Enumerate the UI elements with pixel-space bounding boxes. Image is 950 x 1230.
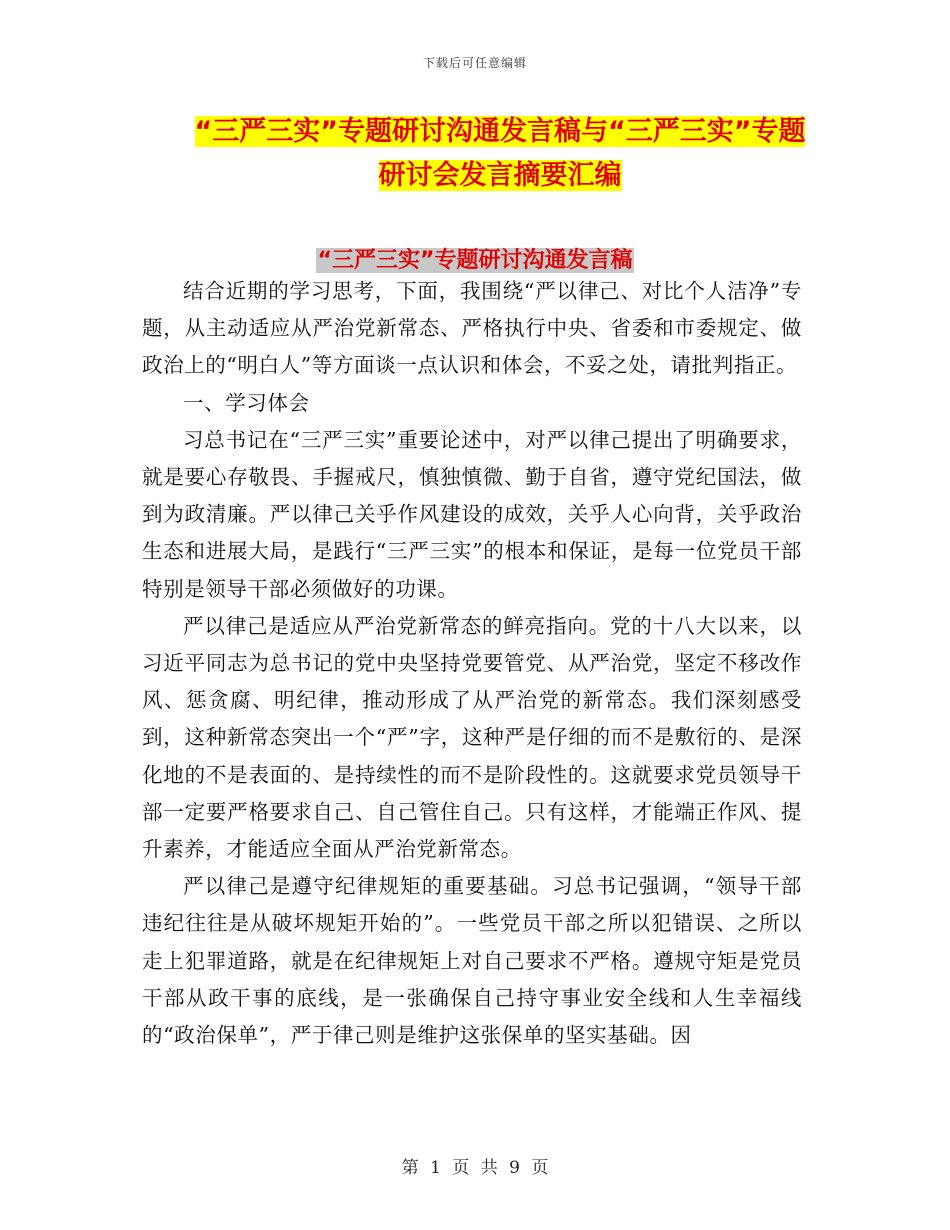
paragraph-intro: 结合近期的学习思考，下面，我围绕“严以律己、对比个人洁净”专题，从主动适应从严治党新常态、严格执行中央、省委和市委规定、做政治上的“明白人”等方面谈一点认识和体会，不妥之处，请批判指正。 bbox=[142, 279, 802, 378]
paragraph-study-1: 习总书记在“三严三实”重要论述中，对严以律己提出了明确要求，就是要心存敬畏、手握戒尺，慎独慎微、勤于自省，遵守党纪国法，做到为政清廉。严以律己关乎作风建设的成效，关乎人心向背，关乎政治生态和进展大局，是践行“三严三实”的根本和保证，是每一位党员干部特别是领导干部必须做好的功课。 bbox=[142, 427, 802, 601]
document-title-text: “三严三实”专题研讨沟通发言稿与“三严三实”专题研讨会发言摘要汇编 bbox=[194, 116, 806, 191]
page-header-note: 下载后可任意编辑 bbox=[422, 56, 527, 70]
document-title bbox=[185, 110, 815, 198]
paragraph-heading-study: 一、学习体会 bbox=[183, 390, 310, 415]
section-title-text: “三严三实”专题研讨沟通发言稿 bbox=[317, 248, 633, 273]
paragraph-study-2: 严以律己是适应从严治党新常态的鲜亮指向。党的十八大以来，以习近平同志为总书记的党中央坚持党要管党、从严治党，坚定不移改作风、惩贪腐、明纪律，推动形成了从严治党的新常态。我们深刻感受到，这种新常态突出一个“严”字，这种严是仔细的而不是敷衍的、是深化地的不是表面的、是持续性的而不是阶段性的。这就要求党员领导干部一定要严格要求自己、自己管住自己。只有这样，才能端正作风、提升素养，才能适应全面从严治党新常态。 bbox=[142, 613, 802, 862]
page-number-footer: 第 1 页 共 9 页 bbox=[401, 1158, 549, 1178]
section-title bbox=[0, 246, 950, 276]
paragraph-study-3: 严以律己是遵守纪律规矩的重要基础。习总书记强调，“领导干部违纪往往是从破坏规矩开始的”。一些党员干部之所以犯错误、之所以走上犯罪道路，就是在纪律规矩上对自己要求不严格。遵规守矩是党员干部从政干事的底线，是一张确保自己持守事业安全线和人生幸福线的“政治保单”，严于律己则是维护这张保单的坚实基础。因 bbox=[142, 874, 802, 1048]
document-body bbox=[142, 273, 802, 1054]
